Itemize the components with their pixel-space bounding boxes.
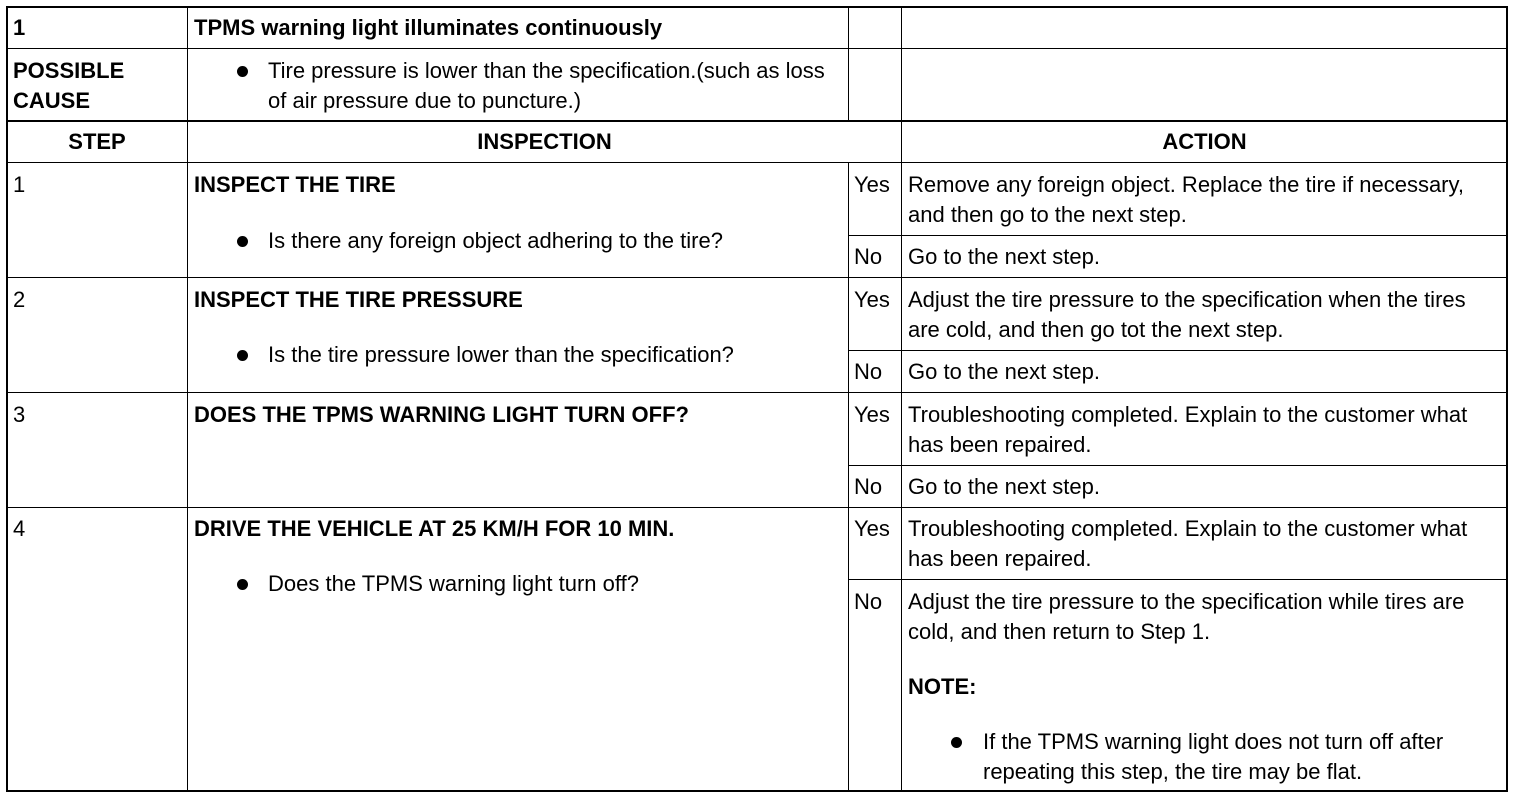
yes-label: Yes	[854, 287, 890, 312]
column-header-divider	[7, 162, 1507, 163]
step-question: Is there any foreign object adhering to the tire?	[268, 228, 723, 253]
no-label: No	[854, 244, 883, 269]
no-label: No	[854, 589, 883, 614]
step-number: 3	[13, 402, 26, 427]
header-title: TPMS warning light illuminates continuously	[194, 15, 663, 40]
yes-label: Yes	[854, 172, 890, 197]
no-action: Go to the next step.	[908, 474, 1101, 499]
yes-label: Yes	[854, 516, 890, 541]
column-header-action: ACTION	[1162, 129, 1247, 154]
row-divider	[848, 579, 1507, 580]
step-number: 4	[13, 516, 26, 541]
bullet-icon	[237, 66, 248, 77]
step-number: 1	[13, 172, 26, 197]
row-divider	[848, 235, 1507, 236]
no-label: No	[854, 359, 883, 384]
step-question: Is the tire pressure lower than the specification?	[268, 342, 734, 367]
column-header-inspection: INSPECTION	[477, 129, 612, 154]
possible-cause-label: POSSIBLE CAUSE	[13, 58, 125, 113]
header-divider	[7, 120, 1507, 122]
no-action: Adjust the tire pressure to the specification while tires are cold, and then return to Step 1.	[908, 589, 1465, 644]
no-action: Go to the next step.	[908, 244, 1101, 269]
row-divider	[848, 465, 1507, 466]
row-divider	[7, 48, 1507, 49]
step-title: DRIVE THE VEHICLE AT 25 KM/H FOR 10 MIN.	[194, 516, 675, 541]
bullet-icon	[951, 737, 962, 748]
column-header-step: STEP	[68, 129, 126, 154]
no-label: No	[854, 474, 883, 499]
bullet-icon	[237, 350, 248, 361]
step-title: INSPECT THE TIRE PRESSURE	[194, 287, 523, 312]
note-label: NOTE:	[908, 674, 977, 699]
no-action: Go to the next step.	[908, 359, 1101, 384]
row-divider	[7, 277, 1507, 278]
bullet-icon	[237, 236, 248, 247]
yes-action: Troubleshooting completed. Explain to the customer what has been repaired.	[908, 516, 1468, 571]
note-text: If the TPMS warning light does not turn off after repeating this step, the tire may be flat.	[983, 729, 1444, 784]
yes-label: Yes	[854, 402, 890, 427]
bullet-icon	[237, 579, 248, 590]
step-title: DOES THE TPMS WARNING LIGHT TURN OFF?	[194, 402, 689, 427]
column-divider	[848, 7, 849, 120]
yes-action: Remove any foreign object. Replace the tire if necessary, and then go to the next step.	[908, 172, 1464, 227]
yes-action: Troubleshooting completed. Explain to the customer what has been repaired.	[908, 402, 1468, 457]
header-number: 1	[13, 15, 26, 40]
column-divider	[187, 7, 188, 791]
step-number: 2	[13, 287, 26, 312]
row-divider	[7, 392, 1507, 393]
step-title: INSPECT THE TIRE	[194, 172, 396, 197]
yes-action: Adjust the tire pressure to the specification when the tires are cold, and then go tot the next step.	[908, 287, 1466, 342]
row-divider	[7, 507, 1507, 508]
row-divider	[848, 350, 1507, 351]
step-question: Does the TPMS warning light turn off?	[268, 571, 639, 596]
possible-cause-text: Tire pressure is lower than the specification.(such as loss of air pressure due to puncture.)	[268, 58, 825, 113]
